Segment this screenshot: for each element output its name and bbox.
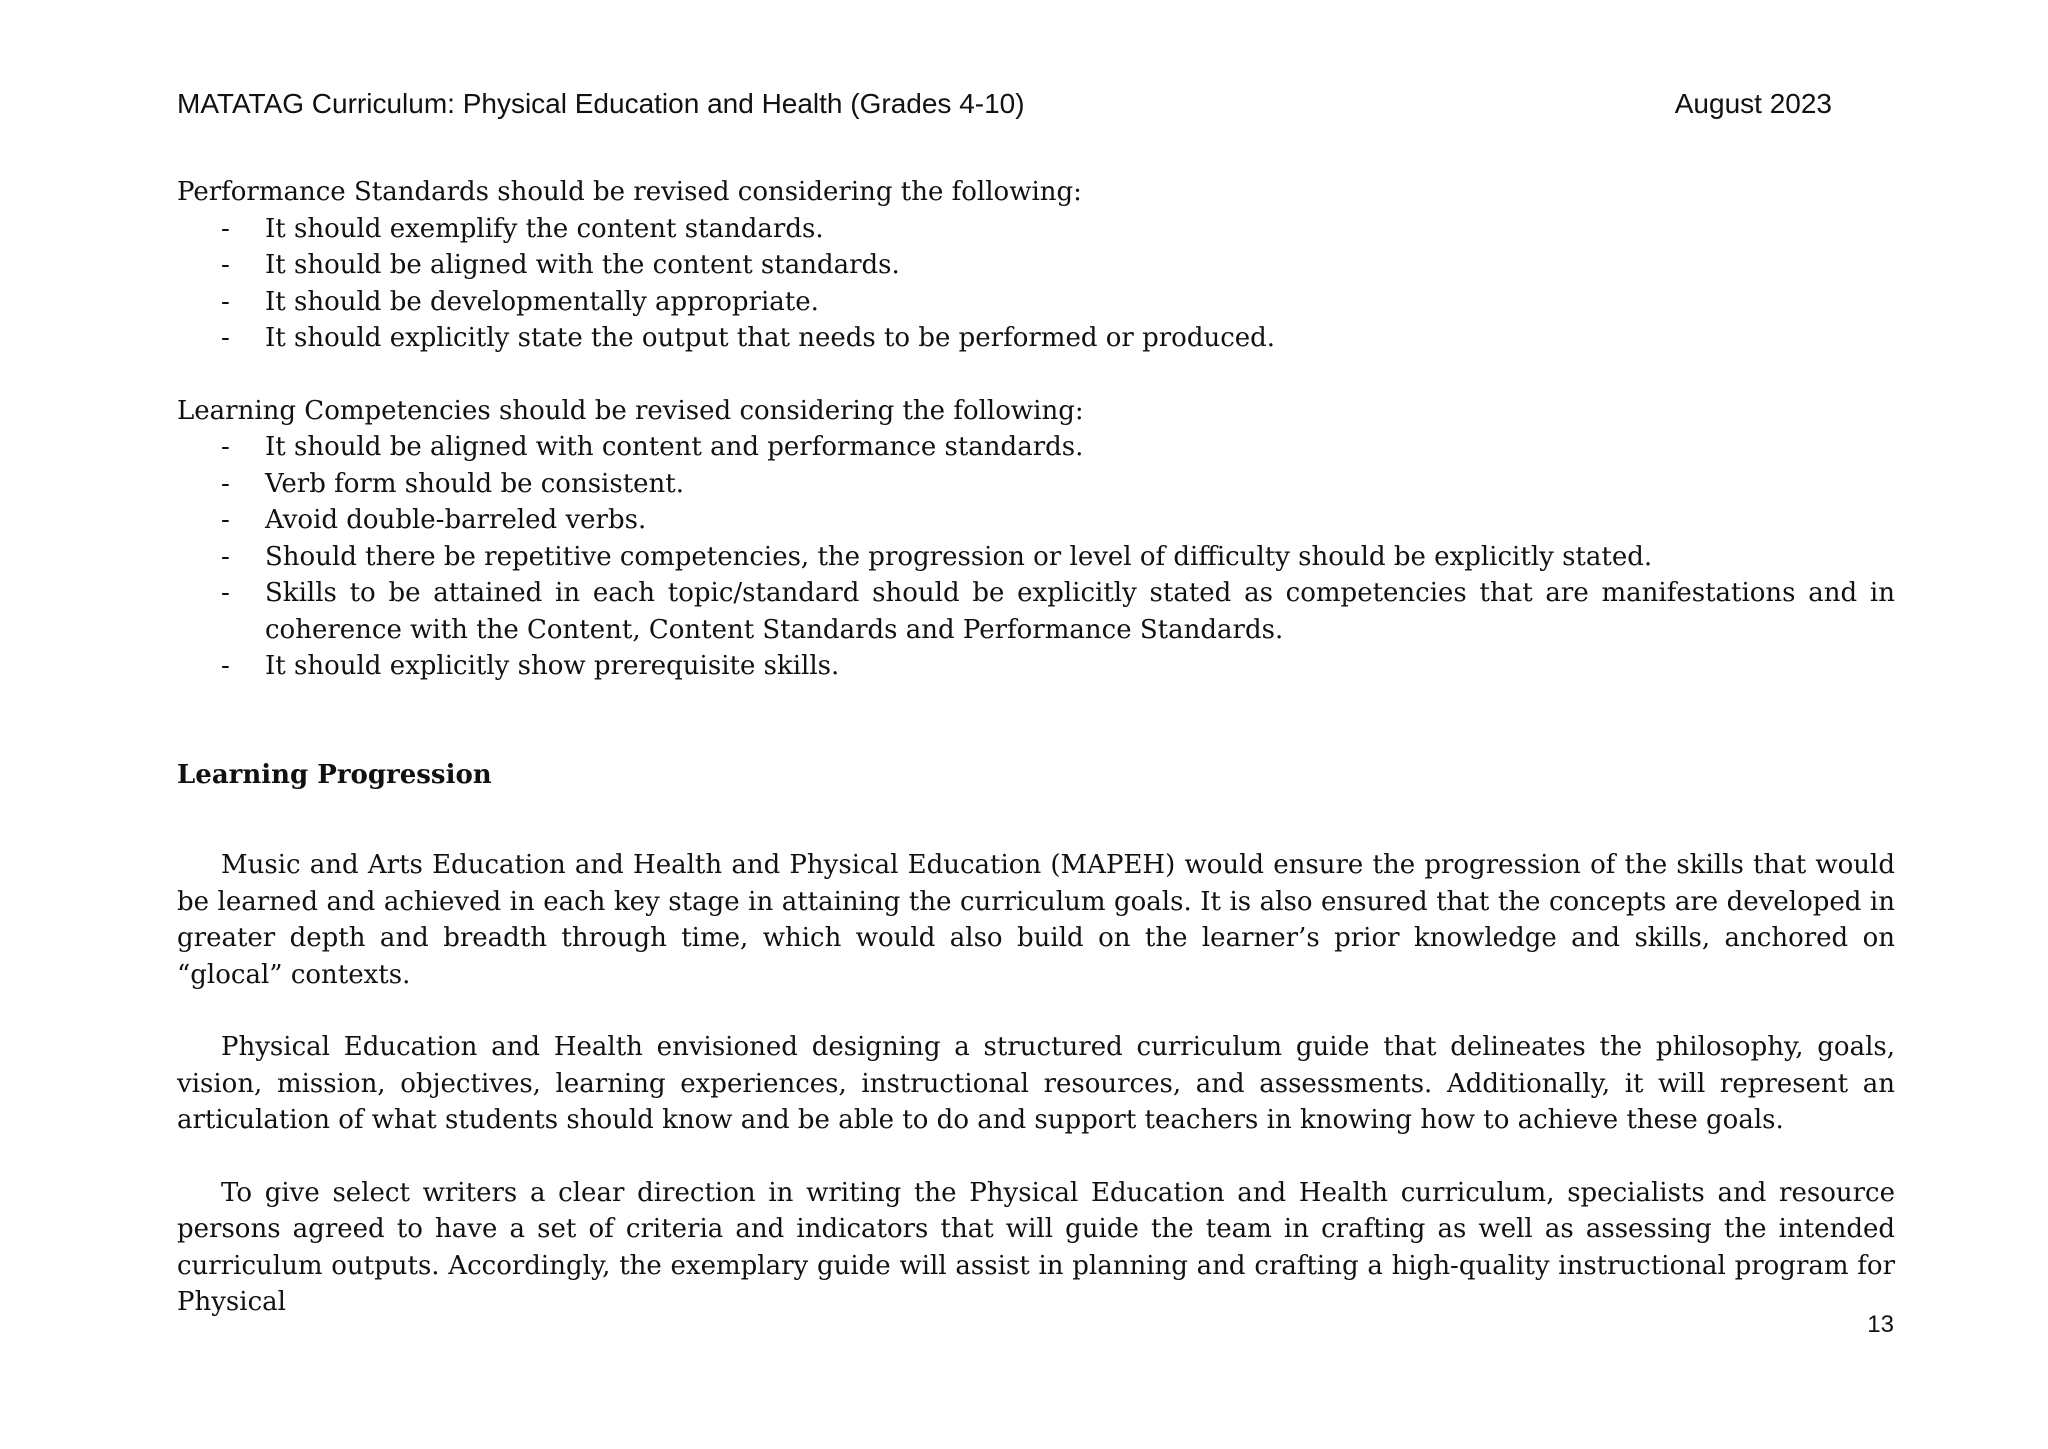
list-item [177,211,1895,248]
list-item-text: Should there be repetitive competencies, the progression or level of difficulty should be explicitly stated. [265,541,1653,572]
list-item-text: Avoid double-barreled verbs. [265,505,647,535]
header-date: August 2023 [1674,88,1832,119]
paragraph: Physical Education and Health envisioned designing a structured curriculum guide that delineates the philosophy, goals, vision, mission, objectives, learning experiences, instructional resources, and assessments. Additionally, it will represent an articulation of what students should know and be able to do and support teachers in knowing how to achieve these goals. [177,1032,1895,1135]
section-heading-learning-progression: Learning Progression [177,759,492,790]
list-item-text: It should be aligned with the content standards. [265,250,900,280]
list-item-text: Skills to be attained in each topic/standard should be explicitly stated as competencies that are manifestations and in coherence with the Content, Content Standards and Performance Standards. [265,578,1895,645]
spacer [177,993,1895,1029]
list-item [177,320,1895,357]
list-item-text: It should be developmentally appropriate. [265,286,819,317]
dash-bullet: - [221,323,230,353]
list-item [177,502,1895,539]
dash-bullet: - [221,286,230,317]
performance-standards-intro: Performance Standards should be revised considering the following: [177,177,1082,207]
dash-bullet: - [221,250,230,280]
list-item [177,247,1895,284]
list-item [177,539,1895,576]
paragraph: To give select writers a clear direction in writing the Physical Education and Health curriculum, specialists and resource persons agreed to have a set of criteria and indicators that will guide the team in crafting as well as assessing the intended curriculum outputs. Accordingly, the exemplary guide will assist in planning and crafting a high-quality instructional program for Physical [177,1177,1895,1317]
dash-bullet: - [221,432,230,462]
dash-bullet: - [221,578,230,608]
list-item-text: Verb form should be consistent. [265,468,684,499]
header-title: MATATAG Curriculum: Physical Education and Health (Grades 4-10) [177,88,1025,119]
page-number: 13 [1867,1311,1894,1338]
paragraph: Music and Arts Education and Health and Physical Education (MAPEH) would ensure the progression of the skills that would be learned and achieved in each key stage in attaining the curriculum goals. It is also ensured that the concepts are developed in greater depth and breadth through time, which would also build on the learner’s prior knowledge and skills, anchored on “glocal” contexts. [177,850,1895,990]
dash-bullet: - [221,213,230,244]
list-item-text: It should exemplify the content standards. [265,213,824,244]
list-item-text: It should explicitly show prerequisite skills. [265,651,840,681]
dash-bullet: - [221,468,230,499]
list-item [177,648,1895,685]
page-body [177,174,1895,1321]
spacer [177,1139,1895,1175]
dash-bullet: - [221,541,230,572]
learning-competencies-list [177,429,1895,685]
dash-bullet: - [221,651,230,681]
performance-standards-list [177,211,1895,357]
page-header [177,88,1832,120]
list-item-text: It should explicitly state the output that needs to be performed or produced. [265,323,1276,353]
learning-competencies-intro: Learning Competencies should be revised considering the following: [177,395,1084,426]
spacer [177,685,1895,757]
dash-bullet: - [221,505,230,535]
list-item-text: It should be aligned with content and performance standards. [265,432,1084,462]
spacer [177,793,1895,847]
list-item [177,466,1895,503]
spacer [177,357,1895,393]
list-item [177,575,1895,648]
list-item [177,429,1895,466]
list-item [177,284,1895,321]
